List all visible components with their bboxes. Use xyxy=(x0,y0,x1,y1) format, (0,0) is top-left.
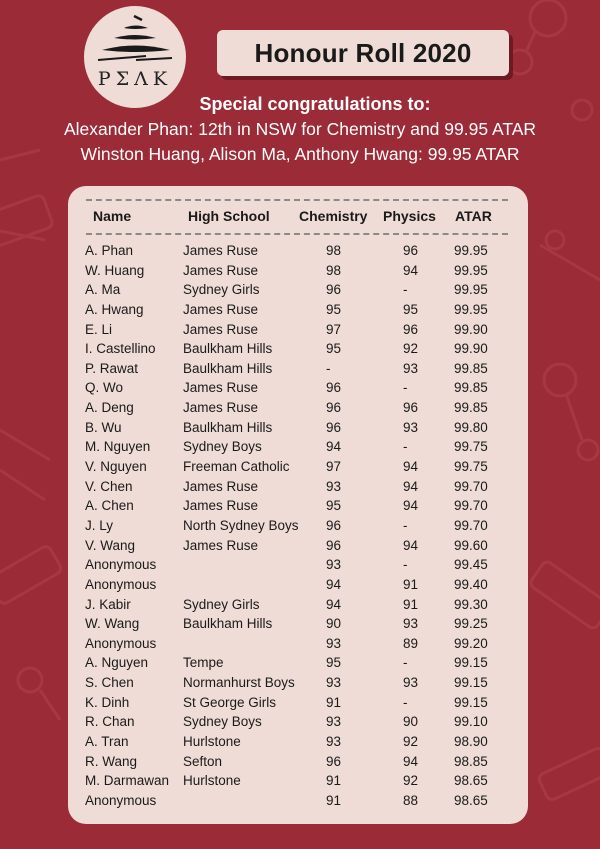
table-row xyxy=(68,674,528,694)
cell-chemistry: 98 xyxy=(326,243,342,258)
table-row xyxy=(68,497,528,517)
cell-physics: 94 xyxy=(403,753,419,769)
cell-chemistry: 93 xyxy=(326,557,342,573)
cell-name: M. Nguyen xyxy=(85,439,151,455)
cell-chemistry: 96 xyxy=(326,400,342,416)
cell-name: E. Li xyxy=(85,321,113,337)
cell-atar: 98.65 xyxy=(454,792,488,808)
cell-physics: 92 xyxy=(403,734,419,750)
cell-physics: 93 xyxy=(403,360,419,376)
cell-name: W. Wang xyxy=(85,616,140,632)
cell-physics: 96 xyxy=(403,400,419,416)
cell-school: Baulkham Hills xyxy=(183,341,273,357)
table-row xyxy=(68,360,528,380)
table-row xyxy=(68,399,528,419)
cell-school: Baulkham Hills xyxy=(183,419,273,435)
cell-chemistry: 98 xyxy=(326,262,342,278)
cell-name: R. Wang xyxy=(85,753,138,769)
cell-chemistry: 94 xyxy=(326,596,342,612)
cell-atar: 99.60 xyxy=(454,537,488,553)
cell-atar: 99.80 xyxy=(454,419,488,435)
cell-chemistry: 97 xyxy=(326,459,342,475)
cell-chemistry: 93 xyxy=(326,478,342,494)
table-row xyxy=(68,379,528,399)
cell-atar: 99.10 xyxy=(454,714,488,730)
cell-atar: 99.30 xyxy=(454,596,488,612)
table-row xyxy=(68,517,528,537)
table-row xyxy=(68,321,528,341)
cell-atar: 99.95 xyxy=(454,262,488,278)
cell-chemistry: - xyxy=(326,360,331,376)
cell-name: A. Ma xyxy=(85,282,121,298)
table-row xyxy=(68,596,528,616)
cell-physics: 89 xyxy=(403,635,419,651)
cell-atar: 99.95 xyxy=(454,282,488,298)
cell-physics: 96 xyxy=(403,321,419,337)
table-row xyxy=(68,615,528,635)
cell-school: Sydney Girls xyxy=(183,596,260,612)
cell-name: V. Chen xyxy=(85,478,133,494)
cell-name: Anonymous xyxy=(85,635,157,651)
cell-name: M. Darmawan xyxy=(85,773,170,789)
cell-chemistry: 91 xyxy=(326,792,342,808)
cell-atar: 99.40 xyxy=(454,576,488,592)
congratulations-heading: Special congratulations to: xyxy=(199,94,431,114)
cell-school: Normanhurst Boys xyxy=(183,675,295,691)
cell-atar: 99.25 xyxy=(454,616,488,632)
cell-school: Sefton xyxy=(183,753,223,769)
cell-chemistry: 95 xyxy=(326,498,342,514)
cell-name: Anonymous xyxy=(85,557,157,573)
cell-physics: - xyxy=(403,282,408,298)
table-row xyxy=(68,281,528,301)
cell-chemistry: 93 xyxy=(326,714,342,730)
cell-physics: - xyxy=(403,655,408,671)
header-atar: ATAR xyxy=(455,208,492,224)
cell-name: J. Kabir xyxy=(85,596,131,612)
header-school: High School xyxy=(188,208,270,224)
cell-atar: 99.15 xyxy=(454,655,488,671)
table-row xyxy=(68,478,528,498)
cell-chemistry: 96 xyxy=(326,517,342,533)
cell-chemistry: 97 xyxy=(326,321,342,337)
cell-physics: 94 xyxy=(403,262,419,278)
divider xyxy=(86,233,508,235)
cell-chemistry: 90 xyxy=(326,616,342,632)
cell-chemistry: 93 xyxy=(326,734,342,750)
pagoda-icon xyxy=(84,6,186,108)
cell-physics: - xyxy=(403,517,408,533)
cell-physics: - xyxy=(403,694,408,710)
cell-atar: 99.70 xyxy=(454,498,488,514)
table-row xyxy=(68,733,528,753)
cell-atar: 99.15 xyxy=(454,675,488,691)
table-row xyxy=(68,635,528,655)
cell-physics: 94 xyxy=(403,498,419,514)
table-row xyxy=(68,654,528,674)
header-name: Name xyxy=(93,208,132,224)
table-row xyxy=(68,753,528,773)
cell-school: James Ruse xyxy=(183,301,259,317)
cell-school: North Sydney Boys xyxy=(183,517,299,533)
cell-atar: 99.45 xyxy=(454,557,488,573)
cell-chemistry: 96 xyxy=(326,380,342,396)
table-row xyxy=(68,458,528,478)
cell-school: James Ruse xyxy=(183,243,259,258)
cell-atar: 98.90 xyxy=(454,734,488,750)
congratulations-line: Winston Huang, Alison Ma, Anthony Hwang: 99.95 ATAR xyxy=(80,144,520,164)
table-row xyxy=(68,438,528,458)
cell-chemistry: 95 xyxy=(326,341,342,357)
cell-atar: 99.95 xyxy=(454,301,488,317)
cell-physics: 94 xyxy=(403,478,419,494)
cell-chemistry: 93 xyxy=(326,675,342,691)
table-row xyxy=(68,556,528,576)
cell-name: A. Nguyen xyxy=(85,655,149,671)
cell-name: P. Rawat xyxy=(85,360,139,376)
cell-school: Hurlstone xyxy=(183,734,241,750)
cell-atar: 99.95 xyxy=(454,243,488,258)
cell-atar: 99.85 xyxy=(454,380,488,396)
cell-school: Sydney Girls xyxy=(183,282,260,298)
cell-chemistry: 91 xyxy=(326,773,342,789)
cell-name: A. Chen xyxy=(85,498,134,514)
cell-chemistry: 94 xyxy=(326,439,342,455)
cell-school: Baulkham Hills xyxy=(183,360,273,376)
cell-chemistry: 96 xyxy=(326,419,342,435)
cell-atar: 99.70 xyxy=(454,478,488,494)
cell-school: James Ruse xyxy=(183,498,259,514)
cell-physics: 92 xyxy=(403,341,419,357)
cell-school: Freeman Catholic xyxy=(183,459,290,475)
cell-name: B. Wu xyxy=(85,419,122,435)
cell-physics: - xyxy=(403,380,408,396)
cell-atar: 99.85 xyxy=(454,400,488,416)
table-row xyxy=(68,419,528,439)
cell-name: J. Ly xyxy=(85,517,114,533)
cell-atar: 99.75 xyxy=(454,459,488,475)
cell-name: A. Phan xyxy=(85,243,134,258)
cell-chemistry: 93 xyxy=(326,635,342,651)
table-row xyxy=(68,242,528,262)
cell-school: Tempe xyxy=(183,655,224,671)
cell-school: James Ruse xyxy=(183,537,259,553)
table-body xyxy=(68,242,528,812)
logo-wordmark: PΣΛK xyxy=(97,68,173,90)
cell-school: Baulkham Hills xyxy=(183,616,273,632)
cell-physics: 95 xyxy=(403,301,419,317)
page-title: Honour Roll 2020 xyxy=(254,37,472,68)
cell-chemistry: 96 xyxy=(326,282,342,298)
cell-name: A. Deng xyxy=(85,400,134,416)
cell-school: Hurlstone xyxy=(183,773,241,789)
cell-school: James Ruse xyxy=(183,400,259,416)
congratulations-section xyxy=(0,94,600,165)
cell-name: Anonymous xyxy=(85,576,157,592)
cell-name: S. Chen xyxy=(85,675,134,691)
cell-physics: 90 xyxy=(403,714,419,730)
cell-physics: 94 xyxy=(403,537,419,553)
cell-physics: 93 xyxy=(403,675,419,691)
title-banner xyxy=(217,30,509,76)
header-chemistry: Chemistry xyxy=(299,208,368,224)
table-row xyxy=(68,713,528,733)
cell-name: K. Dinh xyxy=(85,694,130,710)
cell-physics: 94 xyxy=(403,459,419,475)
cell-atar: 99.15 xyxy=(454,694,488,710)
table-row xyxy=(68,340,528,360)
cell-chemistry: 96 xyxy=(326,537,342,553)
cell-name: A. Tran xyxy=(85,734,129,750)
header-physics: Physics xyxy=(383,208,436,224)
divider xyxy=(86,199,508,201)
cell-atar: 99.90 xyxy=(454,321,488,337)
honour-roll-table xyxy=(68,186,528,824)
congratulations-line: Alexander Phan: 12th in NSW for Chemistry and 99.95 ATAR xyxy=(63,119,537,139)
cell-physics: 91 xyxy=(403,596,419,612)
cell-school: St George Girls xyxy=(183,694,277,710)
table-row xyxy=(68,262,528,282)
cell-atar: 98.65 xyxy=(454,773,488,789)
cell-chemistry: 95 xyxy=(326,301,342,317)
cell-school: James Ruse xyxy=(183,478,259,494)
peak-logo xyxy=(84,6,186,108)
cell-physics: 91 xyxy=(403,576,419,592)
cell-name: A. Hwang xyxy=(85,301,144,317)
cell-physics: 93 xyxy=(403,419,419,435)
cell-physics: - xyxy=(403,439,408,455)
table-row xyxy=(68,792,528,812)
cell-school: Sydney Boys xyxy=(183,714,262,730)
cell-name: R. Chan xyxy=(85,714,135,730)
table-row xyxy=(68,772,528,792)
cell-chemistry: 94 xyxy=(326,576,342,592)
cell-school: Sydney Boys xyxy=(183,439,262,455)
cell-school: James Ruse xyxy=(183,321,259,337)
cell-name: Anonymous xyxy=(85,792,157,808)
cell-school: James Ruse xyxy=(183,262,259,278)
cell-name: V. Nguyen xyxy=(85,459,147,475)
cell-physics: - xyxy=(403,557,408,573)
table-row xyxy=(68,694,528,714)
cell-physics: 88 xyxy=(403,792,419,808)
table-row xyxy=(68,576,528,596)
cell-name: I. Castellino xyxy=(85,341,156,357)
cell-atar: 99.75 xyxy=(454,439,488,455)
table-row xyxy=(68,301,528,321)
cell-name: W. Huang xyxy=(85,262,145,278)
cell-name: V. Wang xyxy=(85,537,136,553)
cell-chemistry: 96 xyxy=(326,753,342,769)
cell-atar: 98.85 xyxy=(454,753,488,769)
cell-physics: 93 xyxy=(403,616,419,632)
cell-physics: 96 xyxy=(403,243,419,258)
cell-name: Q. Wo xyxy=(85,380,124,396)
cell-atar: 99.20 xyxy=(454,635,488,651)
cell-physics: 92 xyxy=(403,773,419,789)
cell-atar: 99.90 xyxy=(454,341,488,357)
cell-atar: 99.70 xyxy=(454,517,488,533)
table-row xyxy=(68,537,528,557)
cell-atar: 99.85 xyxy=(454,360,488,376)
cell-school: James Ruse xyxy=(183,380,259,396)
cell-chemistry: 95 xyxy=(326,655,342,671)
cell-chemistry: 91 xyxy=(326,694,342,710)
